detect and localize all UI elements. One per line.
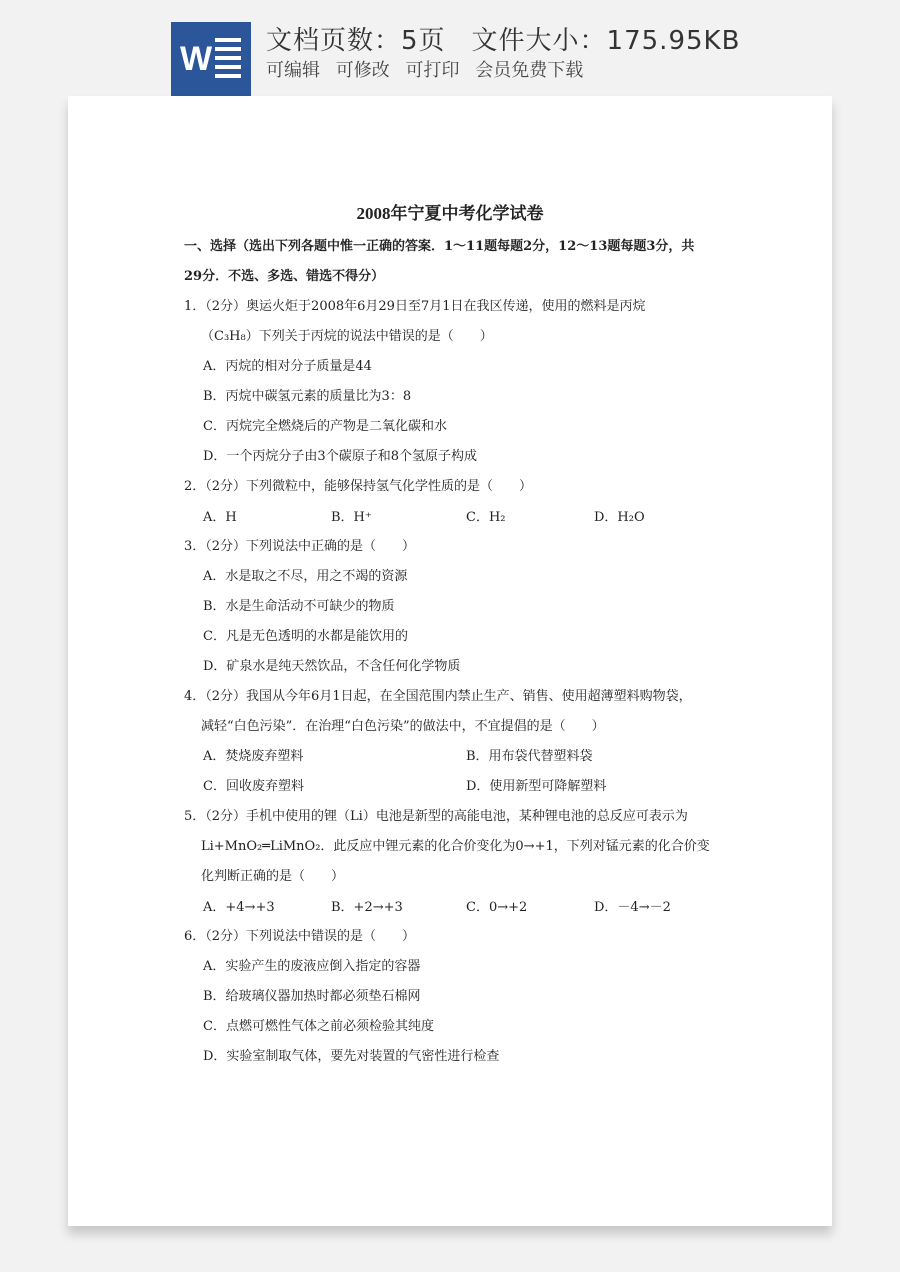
question-1-option-b: B．丙烷中碳氢元素的质量比为3：8: [203, 389, 412, 404]
file-info: [266, 20, 740, 57]
question-5-option-a: A．+4→+3: [203, 900, 275, 915]
question-2-option-a: A．H: [203, 510, 237, 525]
question-3-option-d: D．矿泉水是纯天然饮品，不含任何化学物质: [203, 659, 461, 674]
question-4-option-a: A．焚烧废弃塑料: [203, 749, 304, 764]
question-4-text: 4．（2分）我国从今年6月1日起，在全国范围内禁止生产、销售、使用超薄塑料购物袋，: [184, 689, 692, 704]
page-count: 文档页数：5页: [266, 26, 446, 56]
question-3-option-b: B．水是生命活动不可缺少的物质: [203, 599, 395, 614]
question-3-option-c: C．凡是无色透明的水都是能饮用的: [203, 629, 408, 644]
question-1-text: 1．（2分）奥运火炬于2008年6月29日至7月1日在我区传递，使用的燃料是丙烷: [184, 299, 646, 314]
question-3-option-a: A．水是取之不尽，用之不竭的资源: [203, 569, 408, 584]
question-4-text-cont: 减轻“白色污染”．在治理“白色污染”的做法中，不宜提倡的是（ ）: [201, 719, 605, 734]
question-2-text: 2．（2分）下列微粒中，能够保持氢气化学性质的是（ ）: [184, 479, 533, 494]
question-2-option-d: D．H₂O: [594, 510, 645, 525]
document-title: 2008年宁夏中考化学试卷: [356, 204, 544, 223]
question-2-option-c: C．H₂: [466, 510, 506, 525]
feature-member-download: 会员免费下载: [475, 60, 584, 81]
feature-editable: 可编辑: [266, 60, 320, 81]
section-heading-line1: 一、选择（选出下列各题中惟一正确的答案．1～11题每题2分，12～13题每题3分，共: [184, 239, 695, 254]
question-5-text-cont2: 化判断正确的是（ ）: [201, 869, 345, 884]
question-6-option-c: C．点燃可燃性气体之前必须检验其纯度: [203, 1019, 434, 1034]
question-5-option-c: C．0→+2: [466, 900, 528, 915]
section-heading-line2: 29分．不选、多选、错选不得分）: [184, 269, 385, 284]
question-1-option-c: C．丙烷完全燃烧后的产物是二氧化碳和水: [203, 419, 447, 434]
question-5-text-cont: Li+MnO₂═LiMnO₂．此反应中锂元素的化合价变化为0→+1，下列对锰元素的化合价变: [201, 839, 710, 854]
question-4-option-d: D．使用新型可降解塑料: [466, 779, 607, 794]
question-3-text: 3．（2分）下列说法中正确的是（ ）: [184, 539, 416, 554]
question-6-text: 6．（2分）下列说法中错误的是（ ）: [184, 929, 416, 944]
question-5-option-d: D．－4→－2: [594, 900, 671, 915]
feature-list: [266, 56, 593, 82]
question-6-option-a: A．实验产生的废液应倒入指定的容器: [203, 959, 421, 974]
question-4-option-c: C．回收废弃塑料: [203, 779, 304, 794]
feature-modifiable: 可修改: [335, 60, 390, 81]
feature-printable: 可打印: [405, 60, 460, 81]
word-document-icon: W: [171, 22, 251, 96]
question-1-text-cont: （C₃H₈）下列关于丙烷的说法中错误的是（ ）: [201, 329, 493, 344]
question-1-option-a: A．丙烷的相对分子质量是44: [203, 359, 372, 374]
question-1-option-d: D．一个丙烷分子由3个碳原子和8个氢原子构成: [203, 449, 477, 464]
question-6-option-b: B．给玻璃仪器加热时都必须垫石棉网: [203, 989, 421, 1004]
question-6-option-d: D．实验室制取气体，要先对装置的气密性进行检查: [203, 1049, 500, 1064]
file-size: 文件大小：175.95KB: [471, 26, 741, 56]
question-2-option-b: B．H⁺: [331, 510, 372, 525]
question-4-option-b: B．用布袋代替塑料袋: [466, 749, 593, 764]
document-page: [68, 96, 832, 1226]
question-5-option-b: B．+2→+3: [331, 900, 403, 915]
question-5-text: 5．（2分）手机中使用的锂（Li）电池是新型的高能电池，某种锂电池的总反应可表示为: [184, 809, 688, 824]
